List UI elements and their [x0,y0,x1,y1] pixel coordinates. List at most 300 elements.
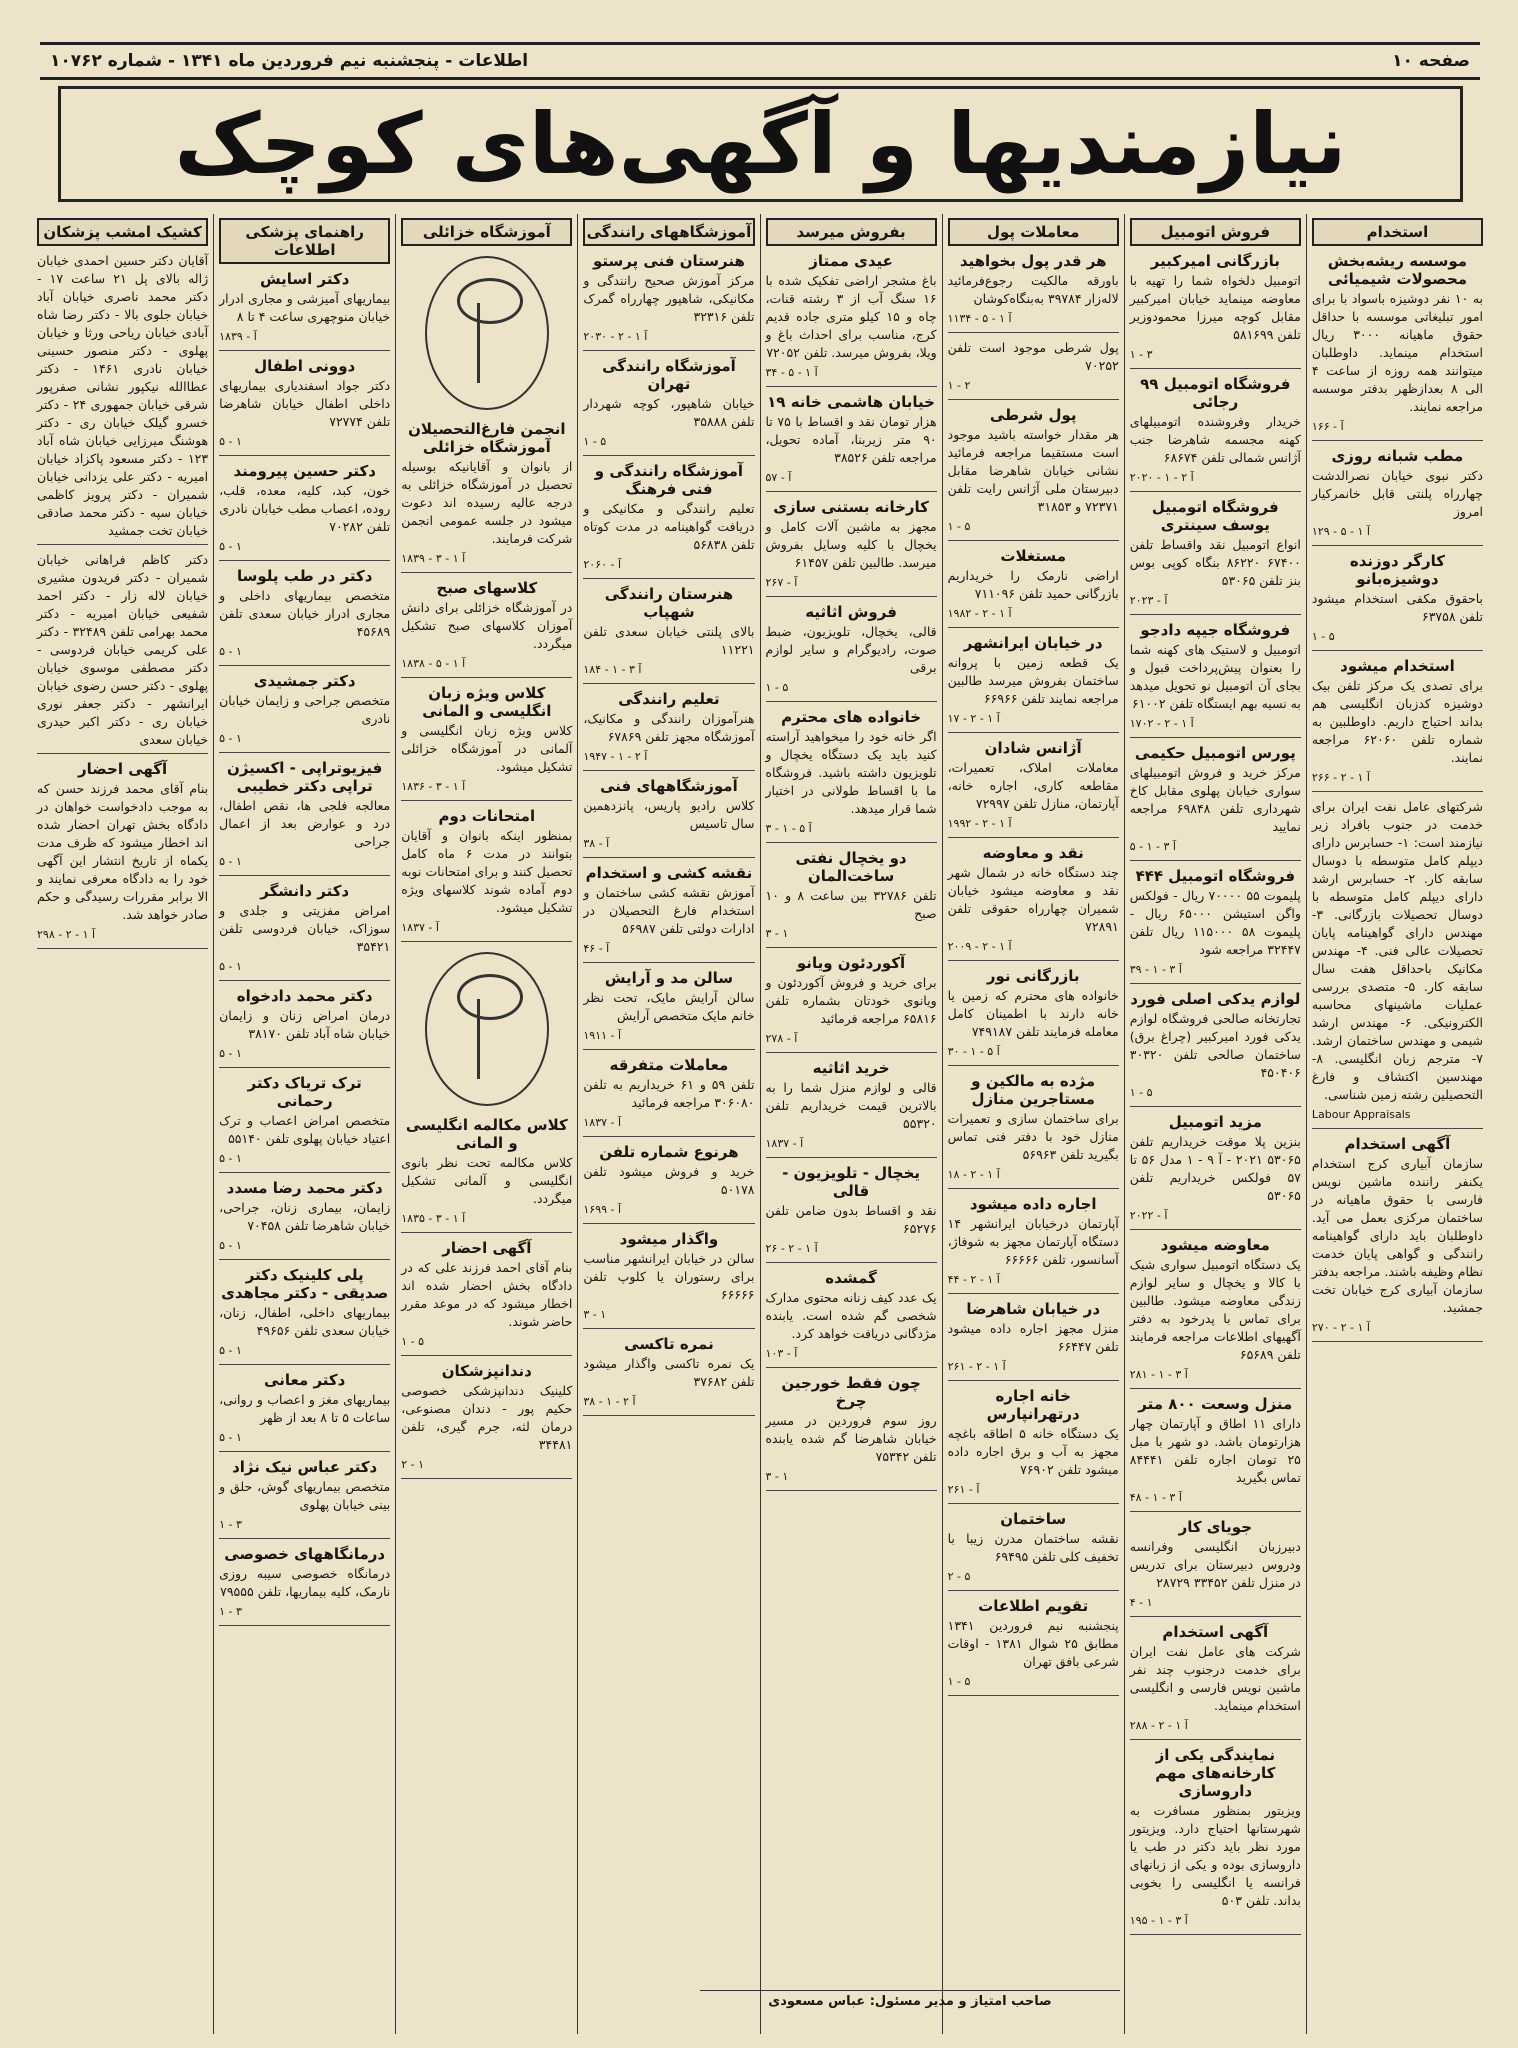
ad-divider [948,540,1119,541]
ad-code: ۵ - ۱ [219,1344,242,1357]
ad-text: متخصص امراض اعصاب و ترک اعتیاد خیابان پهلوی تلفن ۵۵۱۴۰ [219,1113,391,1146]
ad-title: دکتر محمد دادخواه [236,987,373,1005]
ad-title: تعلیم رانندگی [618,690,720,708]
ad-code: ۲۶۶ - آ ۱ - ۲ [1311,771,1370,784]
ad-title: ترک تریاک دکتر رحمانی [247,1074,362,1110]
classified-ad [219,462,390,561]
ad-text: بنام آقای احمد فرزند علی که در دادگاه بخش احضار شده اند اخطار میشود که در موعد مقرر حاضر شوند. [401,1260,573,1329]
page-number: صفحه ۱۰ [1392,51,1470,71]
ad-text: درمان امراض زنان و زایمان خیابان شاه آباد تلفن ۳۸۱۷۰ [219,1008,391,1041]
ad-title: نقد و معاوضه [982,844,1084,862]
ad-divider [401,677,572,678]
ad-code: ۳۸ - آ [583,837,610,850]
ad-divider [219,665,390,666]
ad-divider [401,572,572,573]
school-emblem-icon [425,256,549,410]
ad-text: در آموزشگاه خزائلی برای دانش آموزان کلاسهای صبح تشکیل میگردد. [401,600,573,651]
ad-text: یک دستگاه اتومبیل سواری شیک با کالا و یخچال و سایر لوازم زندگی معاوضه میشود. طالبین برای تماس با پدرخود به دفتر آگهیهای اطلاعات مراجعه فرمایند تلفن ۶۵۶۸۹ [1129,1257,1301,1362]
ad-divider [1130,491,1301,492]
ad-code: ۲۹۸ - آ ۱ - ۲ [37,928,96,941]
classified-ad [948,634,1119,733]
ad-column [1306,214,1488,2034]
classified-ad [219,882,390,981]
ad-title: فروشگاه جیپه دادجو [1140,621,1291,639]
ad-code: ۳ - ۱ [765,927,789,940]
ad-text: اتومبیل و لاستیک های کهنه شما را بعنوان پیش‌پرداخت قبول و بجای آن اتومبیل نو تحویل میدهد به نسیه بهم ایستگاه تلفن ۶۱۰۰۲ [1129,642,1301,711]
classified-ad [401,1239,572,1356]
ad-code: ۱۸۳۷ - آ [401,921,439,934]
ad-divider [583,770,754,771]
ad-text: آموزش نقشه کشی ساختمان و استخدام فارغ التحصیلان در ادارات دولتی تلفن ۵۶۹۸۷ [583,885,755,936]
ad-code: ۱ - ۵ [1311,630,1335,643]
ad-title: دو یخچال نفتی ساخت‌المان [795,849,907,885]
ad-divider [583,857,754,858]
ad-text: سالن آرایش مایک، تحت نظر خانم مایک متخصص آرایش [583,990,755,1023]
ad-divider [766,596,937,597]
ad-code: ۱۹۵ - آ ۳ - ۱ [1129,1914,1188,1927]
ad-title: معاملات متفرقه [609,1056,729,1074]
classified-ad [219,1545,390,1626]
ad-code: ۳۹ - آ ۳ - ۱ [1129,963,1182,976]
ad-code: ۲ - ۵ [947,1570,971,1583]
classified-ad [948,1597,1119,1696]
ad-divider [583,1415,754,1416]
ad-code: ۲۷۰ - آ ۱ - ۲ [1311,1321,1370,1334]
ad-code: ۱۸۴ - آ ۳ - ۱ [583,663,642,676]
ad-divider [219,350,390,351]
ad-code: ۲۷۸ - آ [765,1032,798,1045]
ad-code: ۱۸۳۷ - آ [583,1116,622,1129]
ad-text: دکتر کاظم فراهانی خیابان شمیران - دکتر فریدون مشیری خیابان لاله زار - دکتر احمد شفیعی خیابان امیریه - دکتر محمد بهرامی تلفن ۳۲۴۸۹ - دکتر علی کریمی خیابان فردوسی - دکتر مصطفی موسوی خیابان پهلوی - دکتر حسن رضوی خیابان ایرانشهر - دکتر جعفر نوری خیابان ری - دکتر اکبر حیدری خیابان سعدی [37,552,209,747]
ad-divider [1312,1128,1483,1129]
classified-ad [1312,798,1483,1129]
ad-divider [948,1293,1119,1294]
section-heading: آموزشگاه خزائلی [401,218,572,246]
ad-title: خانواده های محترم [781,708,922,726]
ad-code: ۲ - ۱ [401,1458,425,1471]
classified-ad [948,1300,1119,1381]
ad-divider [219,752,390,753]
ad-divider [1312,545,1483,546]
ad-title: درمانگاههای خصوصی [224,1545,386,1563]
classified-ad [37,760,208,949]
ad-text: کلینیک دندانپزشکی خصوصی حکیم پور - دندان مصنوعی، درمان لثه، جرم گیری، تلفن ۳۴۴۸۱ [401,1383,573,1452]
ad-divider [948,1590,1119,1591]
ad-code: ۳۸ - آ ۲ - ۱ [583,1395,636,1408]
ad-column [1124,214,1306,2034]
ad-divider [401,1232,572,1233]
ad-text: پنجشنبه نیم فروردین ۱۳۴۱ مطابق ۲۵ شوال ۱۳۸۱ - اوقات شرعی بافق تهران [947,1618,1119,1669]
classified-ad [1312,657,1483,792]
ad-title: پلی کلینیک دکتر صدیقی - دکتر مجاهدی [221,1266,389,1302]
ad-text: مجهز به ماشین آلات کامل و یخچال با کلیه وسایل بفروش میرسد. طالبین تلفن ۶۱۴۵۷ [765,519,937,570]
ad-title: مزید اتومبیل [1168,1113,1262,1131]
classified-ad [1130,867,1301,984]
classified-ad [1312,552,1483,651]
ad-divider [1130,1511,1301,1512]
ad-code: ۵۷ - آ [765,471,792,484]
ad-code: ۱۸۳۶ - آ ۱ - ۳ [401,780,466,793]
ad-code: Labour Appraisals [1311,1108,1411,1121]
classified-ad [766,252,937,387]
ad-divider [1130,983,1301,984]
ad-code: ۲۰۰۹ - آ ۱ - ۲ [947,940,1012,953]
ad-text: نقشه ساختمان مدرن زیبا با تخفیف کلی تلفن ۶۹۴۹۵ [947,1531,1119,1564]
ad-code: ۱ - ۳ [1129,348,1153,361]
ad-divider [219,1451,390,1452]
ad-code: ۱۹۸۲ - آ ۱ - ۲ [947,607,1012,620]
classified-ad [948,339,1119,400]
ad-code: ۱ - ۵ [947,1675,971,1688]
classified-ad [219,567,390,666]
classified-ad [766,1374,937,1491]
ad-text: انواع اتومبیل نقد واقساط تلفن ۶۷۴۰۰ ۸۶۲۲۰ بنگاه کوپی بوس بنز تلفن ۵۳۰۶۵ [1129,537,1301,588]
ad-divider [1130,1616,1301,1617]
classifieds-banner [58,86,1463,202]
ad-text: بیماریهای آمیزشی و مجاری ادرار خیابان منوچهری ساعت ۴ تا ۸ [219,291,391,324]
ad-text: اراضی نارمک را خریداریم بازرگانی حمید تلفن ۷۱۱۰۹۶ [947,568,1119,601]
ad-text: شرکتهای عامل نفت ایران برای خدمت در جنوب بافراد زیر نیازمند است: ۱- حسابرس دارای دیپلم کامل متوسطه با دوسال سابقه کار. ۲- حسابرس ارشد دارای دیپلم کامل متوسطه با دوسال تحصیلات بازرگانی. ۳- مهندس دارای گواهینامه پایان تحصیلات عالی فنی. ۴- مهندس مکانیک باحداقل هفت سال سابقه کار. ۵- متصدی بررسی عملیات ماشینهای محاسبه الکترونیکی. ۶- مهندس ارشد شیمی و مهندس ساختمان ارشد. ۷- مترجم زبان انگلیسی. ۸- مهندسین اکتشاف و فارغ التحصیلین رشته زمین شناسی. [1311,799,1483,1102]
ad-title: اجاره داده میشود [969,1195,1097,1213]
section-heading: آموزشگاههای رانندگی [583,218,754,246]
ad-code: ۱ - ۵ [947,520,971,533]
ad-divider [948,332,1119,333]
ad-title: بازرگانی نور [986,967,1080,985]
banner-title: نیازمندیها و آگهی‌های کوچک [174,95,1347,193]
ad-title: آژانس شادان [984,739,1082,757]
ad-title: دکتر عباس نیک نژاد [232,1458,378,1476]
classified-ad [219,1266,390,1365]
ad-code: ۱۹۹۲ - آ ۱ - ۲ [947,817,1012,830]
ad-divider [219,1538,390,1539]
ad-title: فیزیوتراپی - اکسیژن تراپی دکتر خطیبی [227,759,383,795]
ad-text: دکتر نبوی خیابان نصرالدشت چهارراه پلنتی قابل خانمرکیار امروز [1311,468,1483,519]
ad-title: مژده به مالکین و مستاجرین منازل [971,1072,1096,1108]
section-heading: راهنمای پزشکی اطلاعات [219,218,390,264]
classified-ad [583,777,754,858]
ad-code: ۳۰ - آ ۵ - ۱ [947,1045,1000,1058]
ad-text: شرکت های عامل نفت ایران برای خدمت درجنوب چند نفر ماشین نویس فارسی و انگلیسی استخدام مینماید. [1129,1644,1301,1713]
ad-title: هنرستان فنی پرستو [592,252,745,270]
ad-divider [1312,791,1483,792]
ad-code: ۱۸۳۷ - آ [765,1137,804,1150]
classified-ad [1130,1746,1301,1935]
ad-text: تلفن ۳۲۷۸۶ بین ساعت ۸ و ۱۰ صبح [765,888,937,921]
ad-column [395,214,577,2034]
ad-text: یک قطعه زمین با پروانه ساختمان بفروش میرسد طالبین مراجعه نمایند تلفن ۶۶۹۶۶ [947,655,1119,706]
ad-divider [948,732,1119,733]
ad-column [213,214,395,2034]
ad-code: ۱ - ۳ [219,1605,242,1618]
ad-title: موسسه ریشه‌بخش محصولات شیمیائی [1327,252,1468,288]
ad-code: ۱۷۰۲ - آ ۱ - ۲ [1129,717,1194,730]
ad-divider [766,1157,937,1158]
classified-ad [1130,375,1301,492]
ad-text: سالن در خیابان ایرانشهر مناسب برای رستوران یا کلوپ تلفن ۶۶۶۶۶ [583,1251,755,1302]
ad-code: ۵ - ۱ [219,1152,242,1165]
ad-divider [1130,1106,1301,1107]
ad-title: سالن مد و آرایش [604,969,734,987]
ad-code: ۲۰۲۲ - آ [1129,1209,1168,1222]
ad-title: پول شرطی [989,406,1077,424]
ad-divider [766,1490,937,1491]
ad-text: آقایان دکتر حسین احمدی خیابان ژاله بالای پل ۲۱ ساعت ۱۷ - دکتر محمد ناصری خیابان آباد خیابان جلوی بالا - دکتر رضا شاه آبادی خیابان ریاحی ورثا و خیابان پهلوی - دکتر منصور حسینی خیابان نادری ۱۴۶۱ - دکتر عطاالله نیکپور نشانی صفرپور شرقی خیابان جمهوری ۲۴ - دکتر خسرو گیلک خیابان ری - دکتر هوشنگ میرزایی خیابان شاه آباد ۱۲۳ - دکتر مسعود پاکزاد خیابان امیریه - دکتر علی یزدانی خیابان شمیران - دکتر پرویز کاظمی خیابان سپه - دکتر محمد صادقی خیابان تخت جمشید [37,253,209,538]
ad-code: ۵ - ۱ [219,540,242,553]
ad-title: منزل وسعت ۸۰۰ متر [1138,1395,1293,1413]
ad-divider [583,350,754,351]
ad-divider [948,1695,1119,1696]
classified-ad [401,420,572,573]
ad-divider [401,941,572,942]
ad-code: ۴۸ - آ ۳ - ۱ [1129,1491,1182,1504]
classified-ad [401,807,572,942]
ad-text: معالجه فلجی ها، نقص اطفال، درد و عوارض بعد از اعمال جراحی [219,798,391,849]
ad-divider [1130,1739,1301,1740]
ad-divider [219,980,390,981]
ad-title: دکتر حسین پیرومند [233,462,376,480]
ad-title: آموزشگاههای فنی [600,777,738,795]
ad-divider [219,1625,390,1626]
ad-code: ۲۰۲۰ - آ ۲ - ۱ [1129,471,1194,484]
ad-text: پلیموت ۵۵ ۷۰۰۰۰ ریال - فولکس واگن استیشن ۶۵۰۰۰ ریال - پلیموت ۵۸ ۱۱۵۰۰۰ ریال تلفن ۳۲۴۴۷ مراجعه شود [1129,888,1301,957]
classified-ad [766,954,937,1053]
ad-text: دکتر جواد اسفندیاری بیماریهای داخلی اطفال خیابان شاهرضا تلفن ۷۲۷۷۴ [219,378,391,429]
ad-code: ۱۸ - آ ۱ - ۲ [947,1168,1000,1181]
ad-title: آموزشگاه رانندگی و فنی فرهنگ [594,462,744,498]
ad-title: آگهی استخدام [1344,1135,1451,1153]
ad-text: بمنظور اینکه بانوان و آقایان بتوانند در مدت ۶ ماه کامل تحصیل کنند و برای امتحانات نوبه دوم آماده شوند کلاسهای ویژه تشکیل میشود. [401,828,573,915]
ad-divider [1130,614,1301,615]
ad-title: کارخانه بستنی سازی [773,498,929,516]
ad-code: ۵ - ۱ [219,1239,242,1252]
classified-ad [948,1387,1119,1504]
ad-title: دکتر معانی [264,1371,346,1389]
classified-ad [219,270,390,351]
ad-text: معاملات املاک، تعمیرات، مقاطعه کاری، اجاره خانه، آپارتمان، منازل تلفن ۷۲۹۹۷ [947,760,1119,811]
ad-divider [948,627,1119,628]
classified-ad [219,987,390,1068]
ad-text: هزار تومان نقد و اقساط با ۷۵ تا ۹۰ متر زیربنا، آماده تحویل، مراجعه تلفن ۳۸۵۲۶ [765,414,937,465]
classified-ad [766,1269,937,1368]
ad-text: باغ مشجر اراضی تفکیک شده با ۱۶ سنگ آب از ۳ رشته قنات، چاه و ۱۵ کیلو متری جاده قدیم کرج، مناسب برای احداث باغ و ویلا، بفروش میرسد. تلفن ۷۲۰۵۲ [765,273,937,360]
classified-ad [766,1059,937,1158]
classified-ad [219,1179,390,1260]
classified-ad [766,708,937,843]
ad-divider [1312,1341,1483,1342]
ad-title: خرید اثاثیه [812,1059,890,1077]
ad-title: در خیابان شاهرضا [966,1300,1101,1318]
classified-ad [219,672,390,753]
ad-divider [219,455,390,456]
ad-divider [766,1367,937,1368]
classified-ad [583,1143,754,1224]
ad-code: ۲۶۱ - آ ۱ - ۲ [947,1360,1006,1373]
ad-title: مطب شبانه روزی [1331,447,1464,465]
ad-code: ۲۸۸ - آ ۱ - ۲ [1129,1719,1188,1732]
classified-ad [766,1164,937,1263]
ad-title: هرنوع شماره تلفن [599,1143,739,1161]
classified-ad [948,739,1119,838]
ad-title: یخچال - تلویزیون - قالی [782,1164,921,1200]
ad-code: ۱۸۳۹ - آ [219,330,257,343]
ad-text: دارای ۱۱ اطاق و آپارتمان چهار هزارتومان باشد. دو شهر با مبل ۲۵ تومان اجاره تلفن ۸۴۴۴۱ تماس بگیرید [1129,1416,1301,1485]
ad-title: فروشگاه اتومبیل ۹۹ رجائی [1140,375,1291,411]
classified-ad [1130,252,1301,369]
issue-line: اطلاعات - پنجشنبه نیم فروردین ماه ۱۳۴۱ - شماره ۱۰۷۶۲ [50,51,529,71]
ad-title: دوونی اطفال [254,357,356,375]
ad-divider [948,1380,1119,1381]
ad-title: امتحانات دوم [438,807,536,825]
ad-title: کلاس مکالمه انگلیسی و المانی [405,1116,568,1152]
ad-text: هنرآموزان رانندگی و مکانیک، آموزشگاه مجهز تلفن ۶۷۸۶۹ [583,711,755,744]
ad-column [942,214,1124,2034]
ad-code: ۱۸۳۸ - آ ۱ - ۵ [401,657,466,670]
ad-text: هر مقدار خواسته باشید موجود است مستقیما مراجعه فرمائید نشانی خیابان شاهرضا مقابل دبیرستان ملی آژانس رایت تلفن ۷۲۳۷۱ و ۳۱۸۵۳ [947,427,1119,514]
ad-title: دندانپزشکان [441,1362,532,1380]
ad-title: ساختمان [1000,1510,1067,1528]
ad-code: ۲۶۱ - آ [947,1483,980,1496]
ad-divider [583,1136,754,1137]
ad-text: متخصص بیماریهای داخلی و مجاری ادرار خیابان سعدی تلفن ۴۵۶۸۹ [219,588,391,639]
ad-title: جویای کار [1178,1518,1253,1536]
classified-ad [1130,1113,1301,1230]
ad-text: قالی و لوازم منزل شما را به بالاترین قیمت خریداریم تلفن ۵۵۳۲۰ [765,1080,937,1131]
ad-text: چند دستگاه خانه در شمال شهر نقد و معاوضه میشود خیابان شمیران چهارراه حقوقی تلفن ۷۲۸۹۱ [947,865,1119,934]
ad-code: ۱۹۱۱ - آ [583,1029,622,1042]
ad-divider [583,1328,754,1329]
ad-divider [401,1355,572,1356]
classified-ad [1130,1518,1301,1617]
ad-divider [401,1478,572,1479]
ad-divider [1130,860,1301,861]
ad-divider [401,800,572,801]
ad-text: اتومبیل دلخواه شما را تهیه با معاوضه مینماید خیابان امیرکبیر مقابل کوچه میرزا محمودوزیر تلفن ۵۸۱۶۹۹ [1129,273,1301,342]
ad-code: ۱۷ - آ ۱ - ۲ [947,712,1000,725]
classified-ad [583,585,754,684]
ad-text: امراض مفزیتی و جلدی و سوزاک، خیابان فردوسی تلفن ۳۵۴۲۱ [219,903,391,954]
ad-divider [766,491,937,492]
classified-ad [1312,1135,1483,1342]
ad-text: نقد و اقساط بدون ضامن تلفن ۶۵۲۷۶ [765,1203,937,1236]
ad-title: دکتر محمد رضا مسدد [226,1179,383,1197]
ad-text: مرکز آموزش صحیح رانندگی و مکانیکی، شاهپور چهارراه گمرک تلفن ۳۲۳۱۶ [583,273,755,324]
ad-code: ۲۶ - آ ۱ - ۲ [765,1242,818,1255]
ad-title: فروش اثاثیه [805,603,897,621]
ad-divider [219,1364,390,1365]
ad-title: کارگر دوزنده دوشیزه‌بانو [1349,552,1445,588]
classified-ad [1130,990,1301,1107]
ad-divider [1130,737,1301,738]
ad-code: ۳ - ۱ [765,1470,789,1483]
ad-code: ۱۹۴۷ - آ ۲ - ۱ [583,750,648,763]
ad-code: ۵ - ۱ [219,1431,242,1444]
ad-text: باورقه مالکیت رجوع‌فرمائید لالەزار ۳۹۷۸۴ بەبنگاه‌کوشان [947,273,1119,306]
ad-text: یک عدد کیف زنانه محتوی مدارک شخصی گم شده است. یابنده مژدگانی دریافت خواهد کرد. [765,1290,937,1341]
ad-code: ۵ - ۱ [219,855,242,868]
ad-divider [1312,650,1483,651]
ad-divider [219,1259,390,1260]
ad-title: معاوضه میشود [1160,1236,1270,1254]
classified-ad [219,1371,390,1452]
ad-title: آموزشگاه رانندگی تهران [602,357,736,393]
ad-code: ۵ - ۱ [219,435,242,448]
ad-divider [37,948,208,949]
ad-code: ۱ - ۵ [1129,1086,1153,1099]
ad-divider [1130,1934,1301,1935]
ad-text: خون، کبد، کلیه، معده، قلب، روده، اعصاب مطب خیابان نادری تلفن ۷۰۲۸۲ [219,483,391,534]
ad-title: آگهی استخدام [1162,1623,1269,1641]
ad-code: ۳ - آ ۵ - ۱ [765,822,812,835]
ad-code: ۱ - ۲ [947,379,971,392]
classified-ad [766,603,937,702]
ad-text: بیماریهای مغز و اعصاب و روانی، ساعات ۵ تا ۸ بعد از ظهر [219,1392,391,1425]
classified-ad [583,357,754,456]
ad-text: از بانوان و آقایانیکه بوسیله تحصیل در آموزشگاه خزائلی به درجه عالیه رسیده اند دعوت میشود در جلسه عمومی انجمن شرکت فرمایند. [401,459,573,546]
classified-ad [948,1072,1119,1189]
ad-column [577,214,759,2034]
ad-text: دبیرزبان انگلیسی وفرانسه ودروس دبیرستان برای تدریس در منزل تلفن ۳۳۴۵۲ ۲۸۷۲۹ [1129,1539,1301,1590]
section-heading: استخدام [1312,218,1483,246]
ad-code: ۲۰۶۰ - آ [583,558,622,571]
classified-ad [583,690,754,771]
ad-title: هر قدر پول بخواهید [959,252,1107,270]
ad-title: نمره تاکسی [624,1335,714,1353]
footer-publisher: صاحب امتیاز و مدیر مسئول: عباس مسعودی [700,1990,1120,2009]
ad-code: ۲۸۱ - آ ۳ - ۱ [1129,1368,1188,1381]
classified-ad [766,393,937,492]
ad-title: انجمن فارغ‌التحصیلان آموزشگاه خزائلی [408,420,566,456]
ad-divider [948,960,1119,961]
classified-ad [948,547,1119,628]
ad-title: خیابان هاشمی خانه ۱۹ [767,393,935,411]
ad-columns [32,214,1488,2034]
ad-code: ۲۰۲۳ - آ [1129,594,1168,607]
classified-ad [1312,252,1483,441]
ad-text: خانواده های محترم که زمین یا خانه دارند با اطمینان کامل معامله فرمایند تلفن ۷۴۹۱۸۷ [947,988,1119,1039]
classified-ad [948,967,1119,1066]
classified-ad [583,252,754,351]
ad-text: قالی، یخچال، تلویزیون، ضبط صوت، رادیوگرام و سایر لوازم برقی [765,624,937,675]
ad-text: خرید و فروش میشود تلفن ۵۰۱۷۸ [583,1164,755,1197]
ad-divider [219,1172,390,1173]
ad-divider [219,875,390,876]
ad-text: یک دستگاه خانه ۵ اطاقه باغچه مجهز به آب و برق اجاره داده میشود تلفن ۷۶۹۰۲ [947,1426,1119,1477]
ad-title: کلاس ویژه زبان انگلیسی و المانی [422,684,552,720]
ad-title: کلاسهای صبح [436,579,538,597]
ad-text: خریدار وفروشنده اتومبیلهای کهنه مجسمه شاهرضا جنب آژانس شمالی تلفن ۶۸۶۷۴ [1129,414,1301,465]
ad-code: ۴۴ - آ ۱ - ۲ [947,1273,1000,1286]
ad-text: تعلیم رانندگی و مکانیکی و دریافت گواهینامه در مدت کوتاه تلفن ۵۶۸۳۸ [583,501,755,552]
ad-title: پورس اتومبیل حکیمی [1134,744,1296,762]
ad-text: برای خرید و فروش آکوردئون و ویانوی خودتان بشماره تلفن ۶۵۸۱۶ مراجعه فرمائید [765,975,937,1026]
ad-title: آگهی احضار [77,760,168,778]
ad-text: متخصص بیماریهای گوش، حلق و بینی خیابان پهلوی [219,1479,391,1512]
ad-text: اگر خانه خود را میخواهید آراسته کنید باید یک دستگاه یخچال و تلویزیون داشته باشید. فروشگاه ما با اقساط طولانی در اختیار شما قرار میدهد. [765,729,937,816]
ad-divider [948,1188,1119,1189]
classified-ad [583,1335,754,1416]
ad-divider [37,544,208,545]
classified-ad [1130,1395,1301,1512]
ad-text: بالای پلنتی خیابان سعدی تلفن ۱۱۲۲۱ [583,624,755,657]
ad-code: ۵ - آ ۳ - ۱ [1129,840,1176,853]
ad-code: ۱ - ۳ [219,1518,242,1531]
ad-code: ۱۶۶ - آ [1311,420,1344,433]
ad-text: بیماریهای داخلی، اطفال، زنان، خیابان سعدی تلفن ۴۹۶۵۶ [219,1305,391,1338]
ad-code: ۱۶۹۹ - آ [583,1203,622,1216]
ad-divider [1130,368,1301,369]
ad-title: بازرگانی امیرکبیر [1150,252,1280,270]
ad-divider [583,962,754,963]
